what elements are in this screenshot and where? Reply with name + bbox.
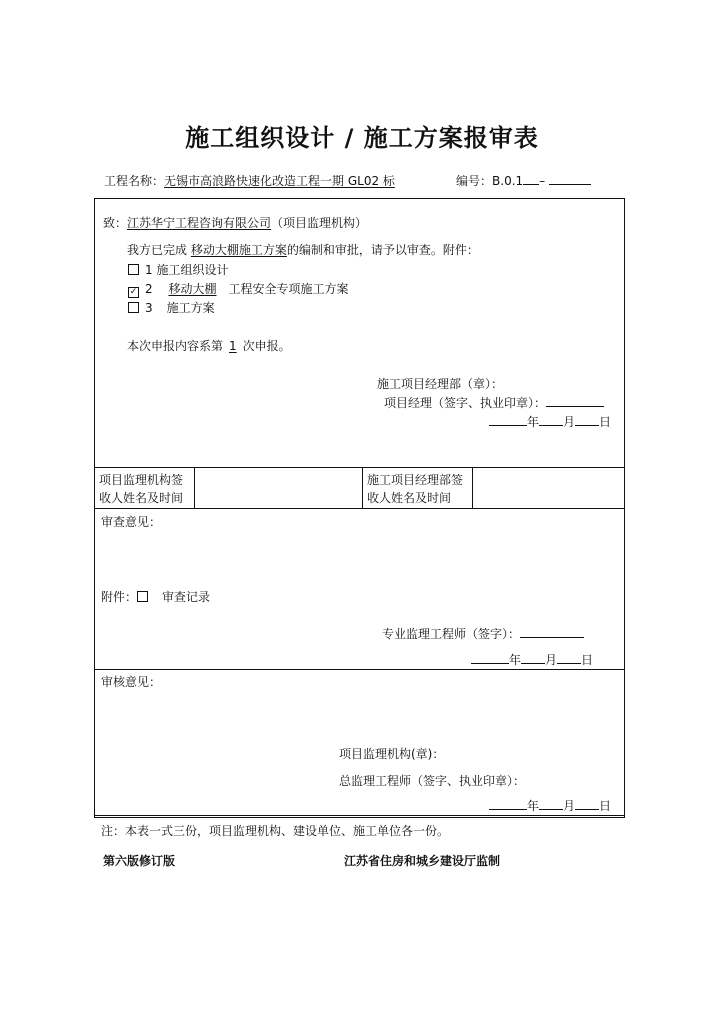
report-count: 1 (229, 339, 237, 353)
contractor-receipt-label-2: 收人姓名及时间 (367, 491, 452, 505)
number-dash: – (539, 174, 546, 188)
month-blank[interactable] (539, 413, 563, 426)
form-number-value: B.0.1 (492, 174, 524, 188)
attachment-1-num: 1 (145, 263, 153, 277)
addressee-prefix: 致： (103, 216, 128, 230)
statement-subject: 移动大棚施工方案 (190, 243, 287, 257)
divider-review (95, 669, 624, 670)
attachment-2-filled: 移动大棚 (168, 282, 217, 296)
review-record-label: 审查记录 (162, 590, 211, 604)
engineer-signature-blank[interactable] (520, 625, 584, 638)
engineer-signature-line (382, 625, 584, 642)
manager-signature-line (384, 394, 604, 411)
manager-signature-blank[interactable] (546, 394, 604, 407)
report-suffix: 次申报。 (242, 339, 291, 353)
year-blank[interactable] (489, 413, 527, 426)
attachment-3-label: 施工方案 (166, 301, 215, 315)
divider-audit (95, 815, 624, 816)
form-title: 施工组织设计 / 施工方案报审表 (185, 124, 539, 152)
review-day-label: 日 (581, 653, 594, 667)
form-number-label: 编号： (456, 174, 493, 188)
number-blank-2 (549, 172, 591, 185)
review-date (471, 651, 593, 668)
divider-receipt (95, 508, 624, 509)
divider-submission (95, 467, 624, 468)
attachment-2-label: 工程安全专项施工方案 (228, 282, 349, 296)
edition-label: 第六版修订版 (103, 854, 176, 868)
attachment-item-2 (128, 280, 349, 298)
review-record-checkbox[interactable] (137, 591, 148, 602)
project-name-row (104, 172, 395, 189)
submission-statement (127, 241, 479, 258)
audit-day-label: 日 (599, 799, 612, 813)
audit-month-blank[interactable] (539, 797, 563, 810)
review-opinion-label: 审查意见： (101, 515, 162, 529)
attachment-item-3 (128, 299, 215, 316)
addressee-line (103, 214, 367, 231)
form-number-row (456, 172, 591, 189)
year-label: 年 (527, 415, 540, 429)
attachment-1-checkbox[interactable] (128, 264, 139, 275)
review-year-label: 年 (509, 653, 522, 667)
statement-prefix: 我方已完成 (127, 243, 188, 257)
review-day-blank[interactable] (557, 651, 581, 664)
attachment-2-checkbox-checked[interactable]: ✓ (129, 287, 138, 297)
audit-year-blank[interactable] (489, 797, 527, 810)
number-blank-1 (523, 172, 539, 185)
addressee-org: 江苏华宁工程咨询有限公司 (127, 216, 272, 230)
attachment-3-checkbox[interactable] (128, 302, 139, 313)
project-name-label: 工程名称： (104, 174, 165, 188)
contractor-dept-stamp: 施工项目经理部（章）： (377, 377, 504, 391)
supervisor-receipt-label-2: 收人姓名及时间 (99, 491, 184, 505)
review-attachment-line (101, 588, 210, 605)
day-blank[interactable] (575, 413, 599, 426)
addressee-suffix: （项目监理机构） (271, 216, 368, 230)
attachment-item-1 (128, 261, 228, 278)
chief-engineer-signature-line: 总监理工程师（签字、执业印章）： (339, 774, 526, 788)
attachment-3-num: 3 (145, 301, 153, 315)
report-prefix: 本次申报内容系第 (127, 339, 224, 353)
audit-date (489, 797, 611, 814)
distribution-note: 注：本表一式三份，项目监理机构、建设单位、施工单位各一份。 (101, 824, 450, 838)
engineer-signature-label: 专业监理工程师（签字）： (382, 627, 521, 641)
audit-opinion-label: 审核意见： (101, 675, 162, 689)
attachment-2-num: 2 (145, 282, 153, 296)
contractor-receipt-label-1: 施工项目经理部签 (367, 473, 464, 487)
day-label: 日 (599, 415, 612, 429)
approval-form-table (94, 198, 625, 838)
month-label: 月 (563, 415, 576, 429)
review-year-blank[interactable] (471, 651, 509, 664)
attachment-1-label: 施工组织设计 (156, 263, 229, 277)
submission-date (489, 413, 611, 430)
audit-day-blank[interactable] (575, 797, 599, 810)
receipt-divider-1 (194, 467, 195, 508)
supervision-org-stamp: 项目监理机构(章)： (339, 747, 445, 761)
review-month-label: 月 (545, 653, 558, 667)
audit-month-label: 月 (563, 799, 576, 813)
project-name-value: 无锡市高浪路快速化改造工程一期 GL02 标 (164, 174, 395, 188)
report-count-line (127, 337, 291, 354)
audit-year-label: 年 (527, 799, 540, 813)
manager-signature-label: 项目经理（签字、执业印章）： (384, 396, 547, 410)
receipt-divider-2 (362, 467, 363, 508)
issuing-authority: 江苏省住房和城乡建设厅监制 (344, 854, 501, 868)
statement-suffix: 的编制和审批，请予以审查。附件： (286, 243, 479, 257)
review-attachment-label: 附件： (101, 590, 138, 604)
review-month-blank[interactable] (521, 651, 545, 664)
supervisor-receipt-label-1: 项目监理机构签 (99, 473, 184, 487)
receipt-divider-3 (472, 467, 473, 508)
